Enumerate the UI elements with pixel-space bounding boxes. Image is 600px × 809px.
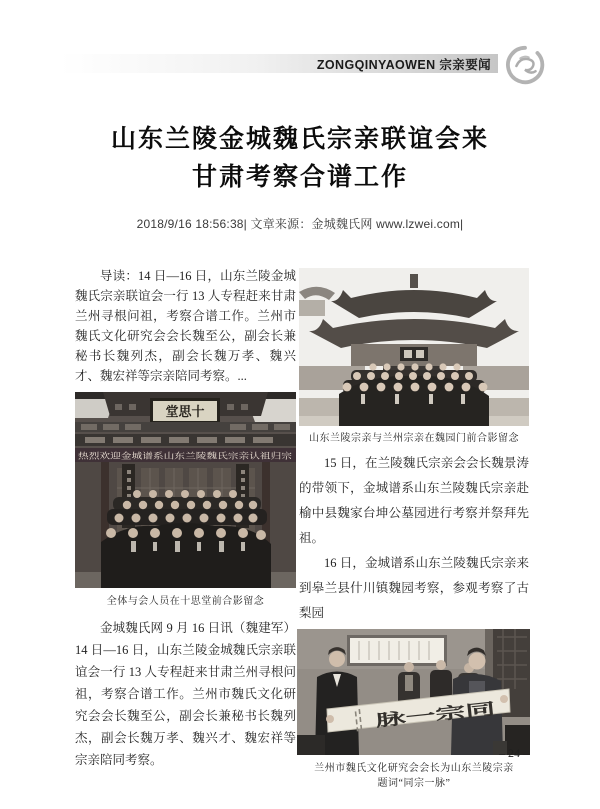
- photo-scroll-caption: [299, 761, 529, 791]
- right-column: [299, 268, 529, 791]
- plaque-text: 堂思十: [165, 404, 205, 419]
- left-column: [75, 266, 296, 771]
- body-paragraph-2: 15 日，在兰陵魏氏宗亲会会长魏景涛的带领下，金城谱系山东兰陵魏氏宗亲赴榆中县魏家台坤公墓园进行考察并祭拜先祖。: [299, 456, 529, 545]
- page-number: – 24 –: [499, 746, 529, 760]
- photo-calligraphy-scroll: [297, 629, 530, 755]
- photo-gate-group: [299, 268, 529, 426]
- intro-paragraph: 导读：14 日—16 日，山东兰陵金城魏氏宗亲联谊会一行 13 人专程赶来甘肃兰州寻根问祖，考察合谱工作。兰州市魏氏文化研究会会长魏至公，副会长兼秘书长魏列杰，副会长魏万孝、魏兴才、魏宏祥等宗亲陪同考察。...: [75, 269, 296, 383]
- section-header-bar: [60, 54, 498, 73]
- body-paragraph-3: 16 日，金城谱系山东兰陵魏氏宗亲来到皋兰县什川镇魏园考察，参观考察了古梨园: [299, 556, 529, 620]
- welcome-banner-text: 热烈欢迎金城谱系山东兰陵魏氏宗亲认祖归宗: [78, 451, 238, 461]
- photo-hall-group: [75, 392, 296, 588]
- article-title: [0, 121, 600, 197]
- article-meta-line: 2018/9/16 18:56:38| 文章来源：金城魏氏网 www.lzwei.com|: [136, 217, 464, 231]
- photo-hall-caption: 全体与会人员在十思堂前合影留念: [106, 596, 265, 607]
- body-paragraph-1: 金城魏氏网 9 月 16 日讯（魏建军）14 日—16 日，山东兰陵金城魏氏宗亲联谊会一行 13 人专程赶来甘肃兰州寻根问祖，考察合谱工作。兰州市魏氏文化研究会会长魏至公，副会长兼秘书长魏列杰，副会长魏万孝、魏兴才、魏宏祥等宗亲陪同考察。: [75, 621, 296, 767]
- seal-icon: [504, 44, 546, 86]
- scroll-text: 脉一宗同: [375, 706, 441, 731]
- article-title-line2: 甘肃考察合谱工作: [191, 164, 408, 191]
- section-header-label: ZONGQINYAOWEN 宗亲要闻: [316, 57, 491, 72]
- photo-gate-caption: 山东兰陵宗亲与兰州宗亲在魏园门前合影留念: [309, 433, 519, 444]
- article-title-line1: 山东兰陵金城魏氏宗亲联谊会来: [110, 126, 489, 153]
- photo-scroll-caption-line1: 兰州市魏氏文化研究会会长为山东兰陵宗亲: [314, 763, 514, 774]
- photo-scroll-caption-line2: 题词“同宗一脉”: [377, 778, 451, 789]
